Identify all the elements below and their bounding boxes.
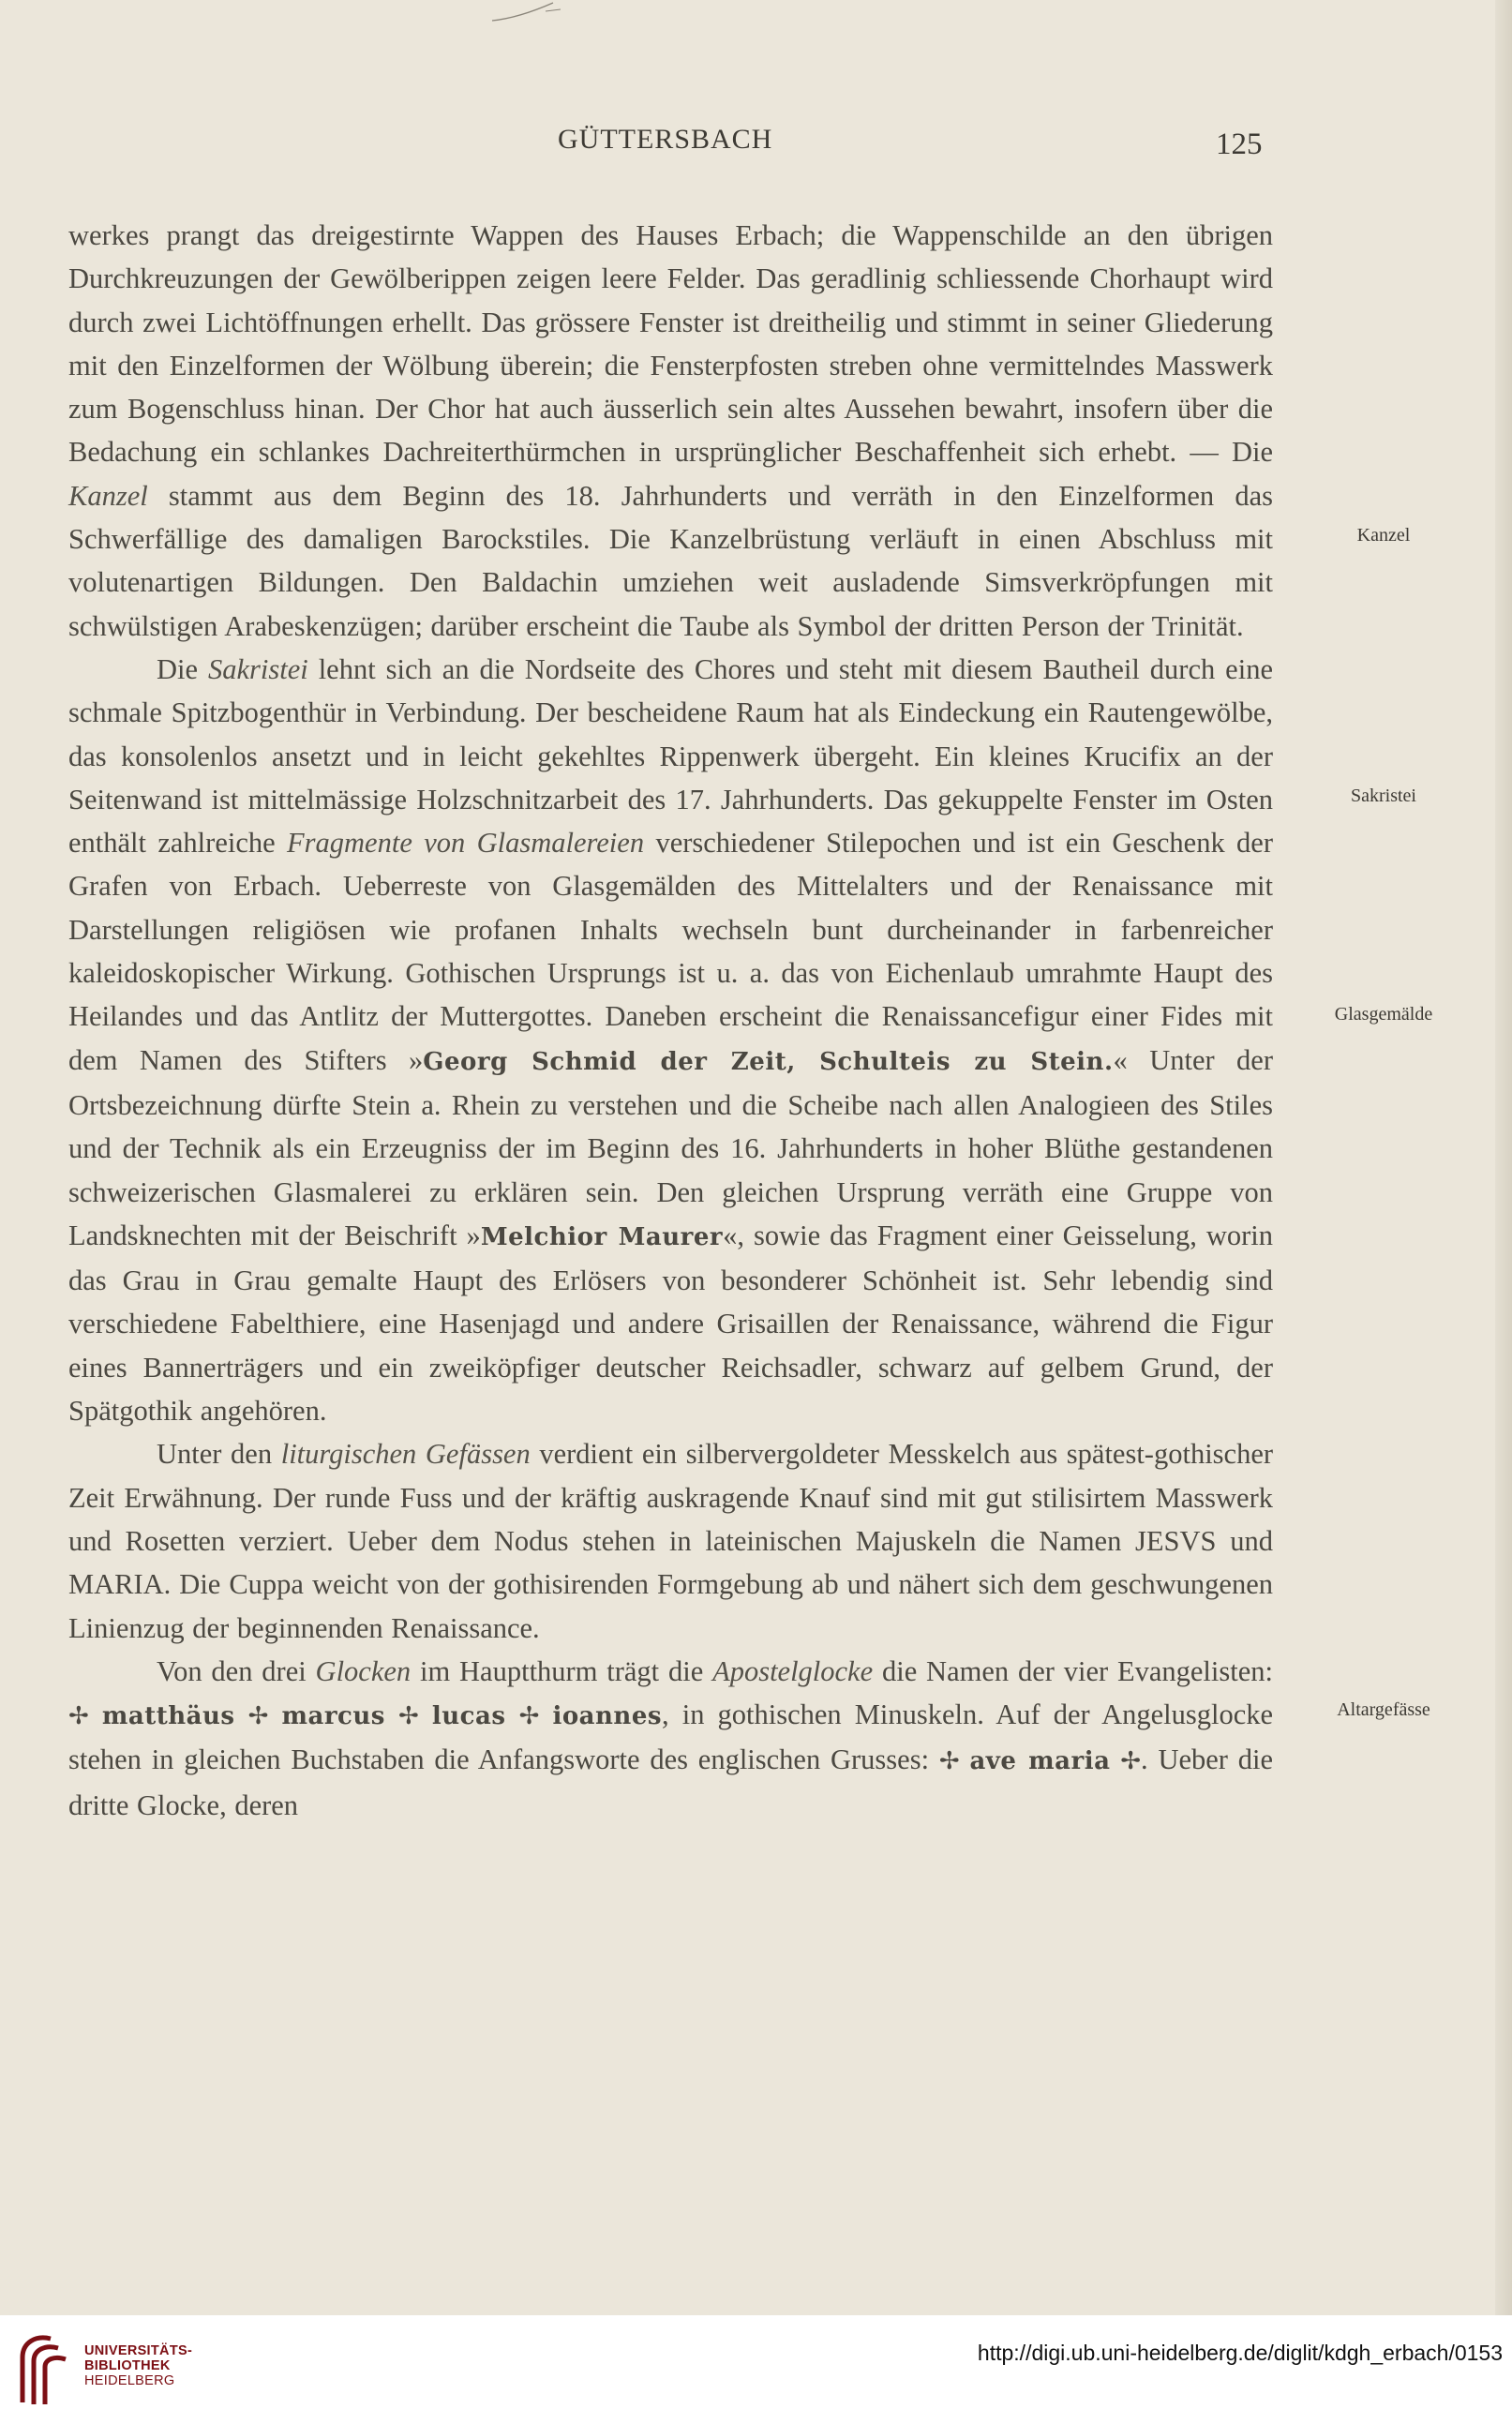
cross-icon: ✢ — [398, 1702, 419, 1731]
paragraph-chor: werkes prangt das dreigestirnte Wappen des Hauses Erbach; die Wappenschilde an den übrigen Durchkreuzungen der Gewölberippen zeigen leere Felder. Das geradlinig schliessende Chorhaupt wird durch zwei Lichtöffnungen erhellt. Das grössere Fenster ist dreitheilig und stimmt in seiner Gliederung mit den Einzelformen der Wölbung überein; die Fensterpfosten streben ohne vermittelndes Masswerk zum Bogenschluss hinan. Der Chor hat auch äusserlich sein altes Aussehen bewahrt, insofern über die Bedachung ein schlankes Dachreiterthürmchen in ursprünglicher Beschaffenheit sich erhebt. — Die Kanzel stammt aus dem Beginn des 18. Jahrhunderts und verräth in den Einzelformen das Schwerfällige des damaligen Barockstiles. Die Kanzelbrüstung verläuft in einen Abschluss mit volutenartigen Bildungen. Den Baldachin umziehen weit ausladende Simsverkröpfungen mit schwülstigen Arabeskenzügen; darüber erscheint die Taube als Symbol der dritten Person der Trinität. — [68, 219, 1273, 642]
marginal-kanzel: Kanzel — [1356, 525, 1411, 546]
library-name: UNIVERSITÄTS- BIBLIOTHEK HEIDELBERG — [84, 2343, 193, 2388]
inscription-stifter: Georg Schmid der Zeit, Schulteis zu Stein. — [423, 1047, 1114, 1076]
footer-bar — [0, 2315, 1512, 2424]
cross-icon: ✢ — [938, 1747, 960, 1776]
page-number: 125 — [1216, 127, 1263, 161]
library-logo-icon — [15, 2329, 73, 2410]
inscription-matthaeus: matthäus — [101, 1702, 235, 1731]
body-text — [68, 214, 1273, 1827]
cross-icon: ✢ — [1120, 1747, 1142, 1776]
marginal-sakristei: Sakristei — [1351, 786, 1416, 806]
cross-icon: ✢ — [68, 1702, 89, 1731]
keyword-glasmalereien: Fragmente von Glasmalereien — [287, 827, 645, 860]
cross-icon: ✢ — [518, 1702, 540, 1731]
inscription-ave-maria: ave maria — [969, 1747, 1111, 1776]
paragraph-gefaesse: Unter den liturgischen Gefässen verdient ein silbervergoldeter Messkelch aus spätest-gothischer Zeit Erwähnung. Der runde Fuss und der kräftig auskragende Knauf sind mit gut stilisirtem Masswerk und Rosetten verziert. Ueber dem Nodus stehen in lateinischen Majuskeln die Namen JESVS und MARIA. Die Cuppa weicht von der gothisirenden Formgebung ab und nähert sich dem geschwungenen Linienzug der beginnenden Renaissance. — [68, 1438, 1274, 1644]
inscription-ioannes: ioannes — [552, 1702, 663, 1731]
inscription-beischrift: Melchior Maurer — [480, 1222, 724, 1251]
keyword-gefaesse: liturgischen Gefässen — [280, 1438, 531, 1471]
pencil-mark — [487, 0, 572, 28]
cross-icon: ✢ — [247, 1702, 269, 1731]
permalink-url[interactable]: http://digi.ub.uni-heidelberg.de/diglit/kdgh_erbach/0153 — [977, 2341, 1503, 2365]
marginal-altargefaesse: Altargefässe — [1337, 1699, 1430, 1720]
keyword-apostelglocke: Apostelglocke — [712, 1654, 874, 1687]
inscription-lucas: lucas — [431, 1702, 506, 1731]
keyword-glocken: Glocken — [315, 1654, 412, 1687]
paragraph-glocken: Von den drei Glocken im Hauptthurm trägt die Apostelglocke die Namen der vier Evangelisten: ✢ matthäus ✢ marcus ✢ lucas ✢ ioannes, in gothischen Minuskeln. Auf der Angelusglocke stehen in gleichen Buchstaben die Anfangsworte des englischen Grusses: ✢ ave maria ✢. Ueber die dritte Glocke, deren — [68, 1654, 1274, 1821]
inscription-marcus: marcus — [281, 1702, 385, 1731]
keyword-sakristei: Sakristei — [208, 652, 308, 685]
keyword-kanzel: Kanzel — [68, 479, 148, 512]
scan-edge-shadow — [1495, 0, 1512, 2315]
marginal-glasgemaelde: Glasgemälde — [1334, 1004, 1433, 1025]
paragraph-sakristei: Die Sakristei lehnt sich an die Nordseite des Chores und steht mit diesem Bautheil durch eine schmale Spitzbogenthür in Verbindung. Der bescheidene Raum hat als Eindeckung ein Rautengewölbe, das konsolenlos ansetzt und in leicht gekehltes Rippenwerk übergeht. Ein kleines Krucifix an der Seitenwand ist mittelmässige Holzschnitzarbeit des 17. Jahrhunderts. Das gekuppelte Fenster im Osten enthält zahlreiche Fragmente von Glasmalereien verschiedener Stilepochen und ist ein Geschenk der Grafen von Erbach. Ueberreste von Glasgemälden des Mittelalters und der Renaissance mit Darstellungen religiösen wie profanen Inhalts wechseln bunt durcheinander in farbenreicher kaleidoskopischer Wirkung. Gothischen Ursprungs ist u. a. das von Eichenlaub umrahmte Haupt des Heilandes und das Antlitz der Muttergottes. Daneben erscheint die Renaissancefigur einer Fides mit dem Namen des Stifters »Georg Schmid der Zeit, Schulteis zu Stein.« Unter der Ortsbezeichnung dürfte Stein a. Rhein zu verstehen und die Scheibe nach allen Analogieen des Stiles und der Technik als ein Erzeugniss der im Beginn des 16. Jahrhunderts in hoher Blüthe gestandenen schweizerischen Glasmalerei zu erklären sein. Den gleichen Ursprung verräth eine Gruppe von Landsknechten mit der Beischrift »Melchior Maurer«, sowie das Fragment einer Geisselung, worin das Grau in Grau gemalte Haupt des Erlösers von besonderer Schönheit ist. Sehr lebendig sind verschiedene Fabelthiere, eine Hasenjagd und andere Grisaillen der Renaissance, während die Figur eines Bannerträgers und ein zweiköpfiger deutscher Reichsadler, schwarz auf gelbem Grund, der Spätgothik angehören. — [68, 652, 1274, 1428]
running-head: GÜTTERSBACH — [558, 124, 773, 155]
